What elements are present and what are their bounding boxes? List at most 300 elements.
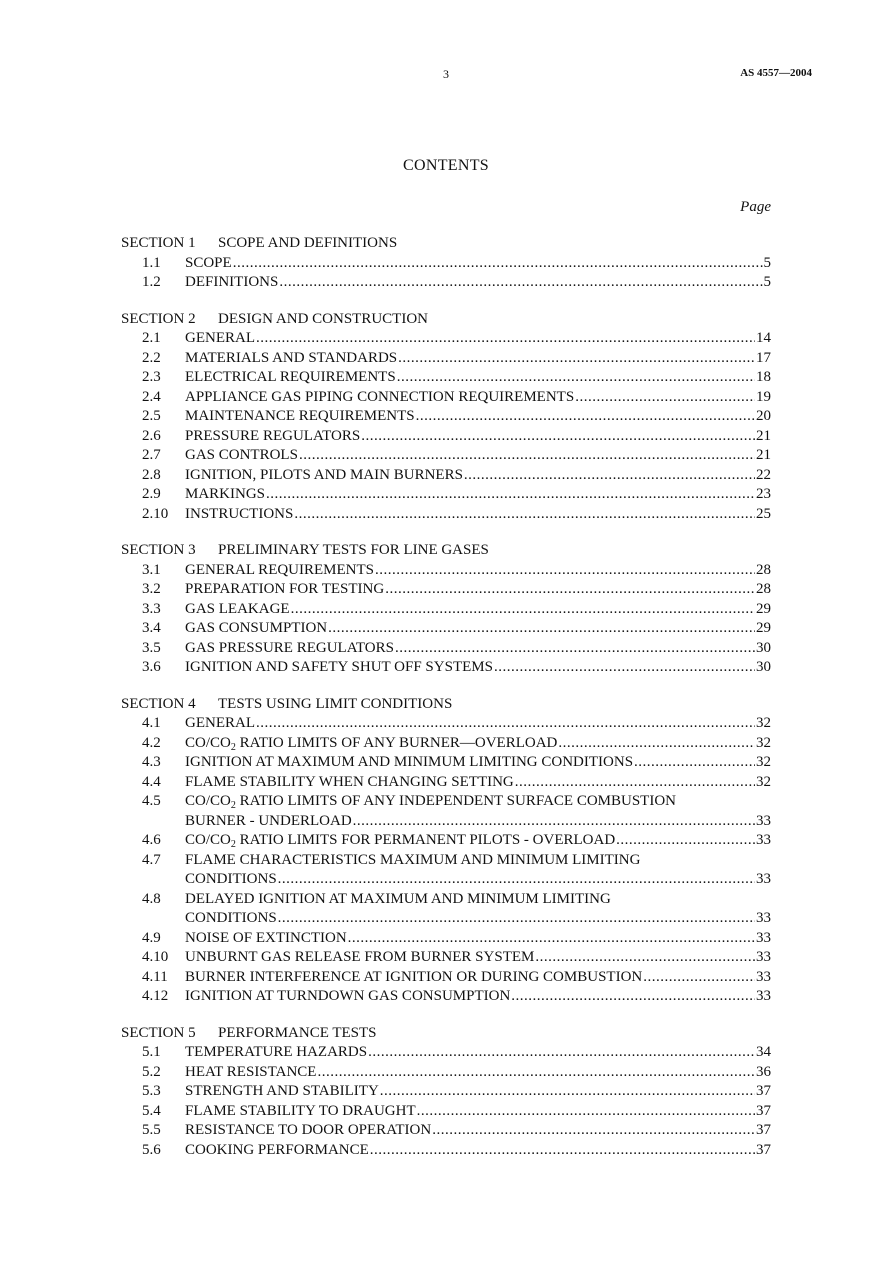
entry-text-prefix: CO/CO — [185, 793, 231, 809]
entry-title — [185, 831, 615, 851]
entry-body — [185, 948, 771, 968]
toc-section — [121, 310, 771, 525]
entry-page-number: 25 — [756, 505, 771, 522]
section-title: TESTS USING LIMIT CONDITIONS — [218, 695, 453, 712]
entry-page-number: 30 — [756, 659, 771, 675]
entry-page-number: 32 — [756, 754, 771, 770]
dot-leader — [515, 773, 755, 793]
entry-page-number: 33 — [756, 832, 771, 848]
entry-text: MAINTENANCE REQUIREMENTS — [185, 408, 415, 424]
entry-title — [185, 485, 265, 505]
entry-title — [185, 254, 232, 274]
entry-number: 5.1 — [142, 1044, 161, 1060]
toc-entry[interactable] — [121, 446, 771, 466]
entry-line — [185, 987, 771, 1007]
entry-title — [185, 658, 493, 678]
dot-leader — [328, 619, 755, 639]
entry-title — [185, 446, 298, 466]
dot-leader — [317, 1063, 755, 1083]
entry-number: 4.12 — [142, 988, 169, 1004]
toc-entry[interactable] — [121, 505, 771, 525]
entry-title — [185, 1063, 316, 1083]
entry-line — [185, 561, 771, 581]
entry-page-number: 22 — [756, 466, 771, 483]
section-heading — [121, 234, 771, 254]
entry-text: SCOPE — [185, 254, 232, 271]
toc-entry[interactable] — [121, 600, 771, 620]
entry-text: GENERAL REQUIREMENTS — [185, 561, 375, 578]
entry-title — [185, 1082, 379, 1102]
entry-line — [185, 639, 771, 659]
toc-entry[interactable] — [121, 831, 771, 851]
entry-title — [185, 427, 360, 447]
entry-title — [185, 600, 290, 620]
entry-page-number: 33 — [756, 871, 771, 887]
entry-text: GENERAL — [185, 330, 255, 346]
dot-leader — [368, 1043, 755, 1063]
entry-line — [185, 254, 771, 274]
entry-text: RESISTANCE TO DOOR OPERATION — [185, 1122, 432, 1138]
entry-page-number: 37 — [756, 1083, 771, 1099]
entry-body — [185, 734, 771, 754]
entry-text: MARKINGS — [185, 486, 266, 502]
entry-text: PREPARATION FOR TESTING — [185, 581, 385, 597]
entry-line — [185, 909, 771, 929]
entry-text-first: FLAME CHARACTERISTICS MAXIMUM AND MINIMUM LIMITING — [185, 851, 641, 868]
entry-body — [185, 407, 771, 427]
toc-entry[interactable] — [121, 773, 771, 793]
section-heading — [121, 310, 771, 330]
entry-line — [185, 1121, 771, 1141]
entry-body — [185, 388, 771, 408]
entry-number: 2.10 — [142, 505, 169, 522]
entry-body — [185, 968, 771, 988]
entry-title — [185, 987, 510, 1007]
entry-text: PRESSURE REGULATORS — [185, 427, 361, 444]
entry-page-number: 21 — [756, 447, 771, 463]
entry-line — [185, 753, 771, 773]
entry-text: TEMPERATURE HAZARDS — [185, 1044, 368, 1060]
entry-line — [185, 870, 771, 890]
entry-page-number: 32 — [756, 734, 771, 751]
entry-number: 4.11 — [142, 968, 168, 985]
entry-text: COOKING PERFORMANCE — [185, 1141, 369, 1158]
toc-entry[interactable] — [121, 658, 771, 678]
toc-entry[interactable] — [121, 485, 771, 505]
entry-body — [185, 658, 771, 678]
entry-title — [185, 734, 557, 754]
entry-page-number: 28 — [756, 581, 771, 597]
entry-line — [185, 619, 771, 639]
toc-entry[interactable] — [121, 368, 771, 388]
entry-text-subscript: 2 — [230, 839, 236, 850]
dot-leader — [370, 1141, 755, 1161]
toc-entry[interactable] — [121, 987, 771, 1007]
entry-number: 2.2 — [142, 349, 161, 366]
entry-title — [185, 388, 574, 408]
entry-body — [185, 600, 771, 620]
entry-text: BURNER - UNDERLOAD — [185, 812, 352, 829]
entry-body — [185, 505, 771, 525]
entry-body — [185, 273, 771, 293]
entry-number: 5.3 — [142, 1083, 161, 1099]
entry-number: 3.4 — [142, 620, 161, 636]
entry-body — [185, 254, 771, 274]
entry-number: 2.6 — [142, 427, 161, 444]
entry-page-number: 29 — [756, 620, 771, 636]
toc-entry[interactable] — [121, 407, 771, 427]
entry-body — [185, 987, 771, 1007]
toc-entry[interactable] — [121, 466, 771, 486]
entry-title — [185, 273, 278, 293]
entry-number: 5.4 — [142, 1102, 161, 1119]
entry-text: RATIO LIMITS OF ANY BURNER—OVERLOAD — [235, 734, 558, 751]
dot-leader — [535, 948, 755, 968]
entry-number: 4.3 — [142, 754, 161, 770]
toc-entry[interactable] — [121, 890, 771, 929]
entry-number: 4.9 — [142, 929, 161, 946]
entry-title — [185, 407, 415, 427]
toc-entry[interactable] — [121, 639, 771, 659]
dot-leader — [558, 734, 755, 754]
entry-line — [185, 1141, 771, 1161]
entry-number: 5.6 — [142, 1141, 161, 1158]
dot-leader — [380, 1082, 755, 1102]
entry-page-number: 20 — [756, 408, 771, 424]
toc-entry[interactable] — [121, 561, 771, 581]
toc-entry[interactable] — [121, 1063, 771, 1083]
entry-text-prefix: CO/CO — [185, 734, 231, 751]
entry-text: BURNER INTERFERENCE AT IGNITION OR DURING COMBUSTION — [185, 968, 643, 985]
dot-leader — [416, 407, 755, 427]
entry-title — [185, 753, 633, 773]
toc-section — [121, 234, 771, 293]
entry-number: 4.10 — [142, 949, 169, 965]
toc-section — [121, 1024, 771, 1161]
entry-line — [185, 273, 771, 293]
entry-number: 3.2 — [142, 581, 161, 597]
entry-text: IGNITION AT TURNDOWN GAS CONSUMPTION — [185, 988, 511, 1004]
entry-number: 4.1 — [142, 715, 161, 731]
entry-number: 5.5 — [142, 1122, 161, 1138]
toc-entry[interactable] — [121, 948, 771, 968]
entry-title — [185, 505, 293, 525]
dot-leader — [616, 831, 755, 851]
toc-entry[interactable] — [121, 580, 771, 600]
entry-line — [185, 831, 771, 851]
entry-text: GAS PRESSURE REGULATORS — [185, 639, 394, 656]
toc-section — [121, 541, 771, 678]
dot-leader — [256, 714, 755, 734]
entry-title — [185, 1043, 367, 1063]
entry-line — [185, 714, 771, 734]
entry-body — [185, 792, 771, 831]
entry-text: IGNITION AT MAXIMUM AND MINIMUM LIMITING CONDITIONS — [185, 754, 634, 770]
entry-text: RATIO LIMITS FOR PERMANENT PILOTS - OVERLOAD — [235, 832, 616, 848]
entry-body — [185, 466, 771, 486]
entry-line — [185, 446, 771, 466]
entry-number: 1.2 — [142, 274, 161, 290]
entry-page-number: 18 — [756, 369, 771, 385]
toc-entry[interactable] — [121, 1043, 771, 1063]
toc-entry[interactable] — [121, 1082, 771, 1102]
dot-leader — [511, 987, 755, 1007]
entry-number: 2.4 — [142, 388, 161, 405]
entry-body — [185, 1063, 771, 1083]
entry-number: 5.2 — [142, 1063, 161, 1080]
dot-leader — [432, 1121, 755, 1141]
dot-leader — [279, 273, 762, 293]
entry-text-subscript: 2 — [230, 741, 236, 753]
entry-body — [185, 329, 771, 349]
entry-body — [185, 1043, 771, 1063]
toc-entry[interactable] — [121, 1121, 771, 1141]
entry-text-subscript: 2 — [230, 800, 236, 811]
dot-leader — [417, 1102, 755, 1122]
dot-leader — [299, 446, 755, 466]
entry-text: APPLIANCE GAS PIPING CONNECTION REQUIREMENTS — [185, 388, 575, 405]
entry-page-number: 33 — [756, 910, 771, 926]
toc-entry[interactable] — [121, 968, 771, 988]
entry-line — [185, 929, 771, 949]
entry-text: IGNITION AND SAFETY SHUT OFF SYSTEMS — [185, 659, 493, 675]
entry-page-number: 19 — [756, 388, 771, 405]
entry-line — [185, 948, 771, 968]
entry-title — [185, 349, 397, 369]
contents-title: CONTENTS — [403, 157, 489, 174]
entry-line — [185, 485, 771, 505]
entry-title — [185, 929, 347, 949]
dot-leader — [464, 466, 755, 486]
entry-text: FLAME STABILITY WHEN CHANGING SETTING — [185, 773, 514, 790]
toc-entry[interactable] — [121, 1102, 771, 1122]
section-title: PERFORMANCE TESTS — [218, 1024, 377, 1041]
entry-text-prefix: CO/CO — [185, 832, 231, 848]
dot-leader — [353, 812, 755, 832]
dot-leader — [266, 485, 755, 505]
entry-title — [185, 639, 394, 659]
dot-leader — [643, 968, 755, 988]
section-heading — [121, 1024, 771, 1044]
entry-body — [185, 446, 771, 466]
dot-leader — [348, 929, 755, 949]
entry-line — [185, 388, 771, 408]
entry-title — [185, 909, 277, 929]
dot-leader — [375, 561, 755, 581]
entry-line — [185, 968, 771, 988]
page-number: 3 — [443, 67, 449, 81]
entry-page-number: 30 — [756, 639, 771, 656]
dot-leader — [361, 427, 755, 447]
dot-leader — [256, 329, 755, 349]
section-label: SECTION 5 — [121, 1024, 196, 1041]
entry-line — [185, 1102, 771, 1122]
entry-page-number: 33 — [756, 812, 771, 829]
entry-text: FLAME STABILITY TO DRAUGHT — [185, 1102, 416, 1119]
section-label: SECTION 1 — [121, 235, 196, 251]
document-code: AS 4557—2004 — [740, 67, 812, 79]
dot-leader — [395, 639, 755, 659]
entry-body — [185, 1141, 771, 1161]
entry-body — [185, 1121, 771, 1141]
entry-line — [185, 773, 771, 793]
entry-number: 4.4 — [142, 773, 161, 790]
entry-title — [185, 561, 374, 581]
entry-text: GAS CONSUMPTION — [185, 620, 328, 636]
entry-text: STRENGTH AND STABILITY — [185, 1083, 379, 1099]
entry-body — [185, 427, 771, 447]
entry-line — [185, 505, 771, 525]
toc-entry[interactable] — [121, 427, 771, 447]
entry-number: 4.5 — [142, 793, 161, 809]
entry-line — [185, 349, 771, 369]
section-title: SCOPE AND DEFINITIONS — [218, 235, 398, 251]
toc-entry[interactable] — [121, 929, 771, 949]
entry-line — [185, 600, 771, 620]
dot-leader — [398, 349, 755, 369]
entry-text: GAS CONTROLS — [185, 447, 298, 463]
entry-number: 2.7 — [142, 447, 161, 463]
entry-body — [185, 619, 771, 639]
entry-line — [185, 1082, 771, 1102]
dot-leader — [278, 870, 755, 890]
toc-entry[interactable] — [121, 792, 771, 831]
dot-leader — [397, 368, 755, 388]
entry-number: 4.6 — [142, 832, 161, 848]
entry-text: GENERAL — [185, 715, 255, 731]
entry-page-number: 32 — [756, 715, 771, 731]
toc-entry[interactable] — [121, 714, 771, 734]
entry-title — [185, 1141, 369, 1161]
entry-body — [185, 929, 771, 949]
entry-page-number: 33 — [756, 929, 771, 946]
entry-line — [185, 734, 771, 754]
dot-leader — [233, 254, 763, 274]
toc-entry[interactable] — [121, 851, 771, 890]
table-of-contents — [121, 234, 771, 1177]
entry-line — [185, 580, 771, 600]
entry-text: INSTRUCTIONS — [185, 505, 294, 522]
toc-entry[interactable] — [121, 753, 771, 773]
dot-leader — [494, 658, 755, 678]
entry-title — [185, 580, 384, 600]
entry-text-first: DELAYED IGNITION AT MAXIMUM AND MINIMUM LIMITING — [185, 890, 611, 907]
entry-page-number: 17 — [756, 349, 771, 366]
entry-page-number: 5 — [763, 274, 771, 290]
entry-body — [185, 368, 771, 388]
entry-text-first-line — [185, 792, 771, 812]
entry-title — [185, 1102, 416, 1122]
section-heading — [121, 695, 771, 715]
entry-line — [185, 1063, 771, 1083]
entry-text: DEFINITIONS — [185, 274, 279, 290]
entry-page-number: 32 — [756, 773, 771, 790]
section-label: SECTION 3 — [121, 542, 196, 558]
entry-number: 4.7 — [142, 851, 161, 868]
entry-number: 4.8 — [142, 890, 161, 907]
entry-body — [185, 1102, 771, 1122]
entry-page-number: 14 — [756, 330, 771, 346]
entry-line — [185, 1043, 771, 1063]
toc-section — [121, 695, 771, 1007]
entry-number: 1.1 — [142, 254, 161, 271]
entry-title — [185, 368, 396, 388]
entry-page-number: 37 — [756, 1102, 771, 1119]
dot-leader — [278, 909, 755, 929]
entry-body — [185, 561, 771, 581]
dot-leader — [575, 388, 755, 408]
entry-page-number: 37 — [756, 1122, 771, 1138]
entry-body — [185, 349, 771, 369]
toc-entry[interactable] — [121, 619, 771, 639]
entry-body — [185, 890, 771, 929]
toc-entry[interactable] — [121, 388, 771, 408]
entry-text-first-line — [185, 851, 771, 871]
entry-page-number: 33 — [756, 968, 771, 985]
entry-title — [185, 773, 514, 793]
entry-text: UNBURNT GAS RELEASE FROM BURNER SYSTEM — [185, 949, 535, 965]
entry-title — [185, 870, 277, 890]
toc-entry[interactable] — [121, 349, 771, 369]
toc-entry[interactable] — [121, 329, 771, 349]
entry-body — [185, 831, 771, 851]
dot-leader — [291, 600, 755, 620]
entry-text: CONDITIONS — [185, 871, 277, 887]
entry-body — [185, 714, 771, 734]
toc-entry[interactable] — [121, 273, 771, 293]
toc-entry[interactable] — [121, 254, 771, 274]
entry-number: 3.6 — [142, 659, 161, 675]
dot-leader — [634, 753, 755, 773]
entry-number: 3.1 — [142, 561, 161, 578]
entry-page-number: 33 — [756, 988, 771, 1004]
page-column-label: Page — [740, 199, 771, 215]
entry-text: NOISE OF EXTINCTION — [185, 929, 347, 946]
entry-page-number: 37 — [756, 1141, 771, 1158]
entry-number: 4.2 — [142, 734, 161, 751]
section-label: SECTION 4 — [121, 695, 196, 712]
dot-leader — [294, 505, 755, 525]
entry-page-number: 36 — [756, 1063, 771, 1080]
entry-text: HEAT RESISTANCE — [185, 1063, 317, 1080]
entry-number: 3.5 — [142, 639, 161, 656]
entry-text-first-line — [185, 890, 771, 910]
entry-title — [185, 968, 642, 988]
entry-number: 2.9 — [142, 486, 161, 502]
entry-line — [185, 368, 771, 388]
entry-number: 2.1 — [142, 330, 161, 346]
entry-body — [185, 485, 771, 505]
entry-number: 2.3 — [142, 369, 161, 385]
entry-body — [185, 1082, 771, 1102]
entry-title — [185, 466, 463, 486]
toc-entry[interactable] — [121, 1141, 771, 1161]
entry-page-number: 21 — [756, 427, 771, 444]
section-title: PRELIMINARY TESTS FOR LINE GASES — [218, 542, 489, 558]
section-title: DESIGN AND CONSTRUCTION — [218, 310, 429, 327]
entry-body — [185, 753, 771, 773]
entry-body — [185, 773, 771, 793]
entry-page-number: 28 — [756, 561, 771, 578]
toc-entry[interactable] — [121, 734, 771, 754]
dot-leader — [385, 580, 755, 600]
entry-line — [185, 812, 771, 832]
entry-page-number: 23 — [756, 486, 771, 502]
entry-text: GAS LEAKAGE — [185, 600, 290, 617]
entry-title — [185, 329, 255, 349]
entry-title — [185, 948, 534, 968]
entry-page-number: 33 — [756, 949, 771, 965]
